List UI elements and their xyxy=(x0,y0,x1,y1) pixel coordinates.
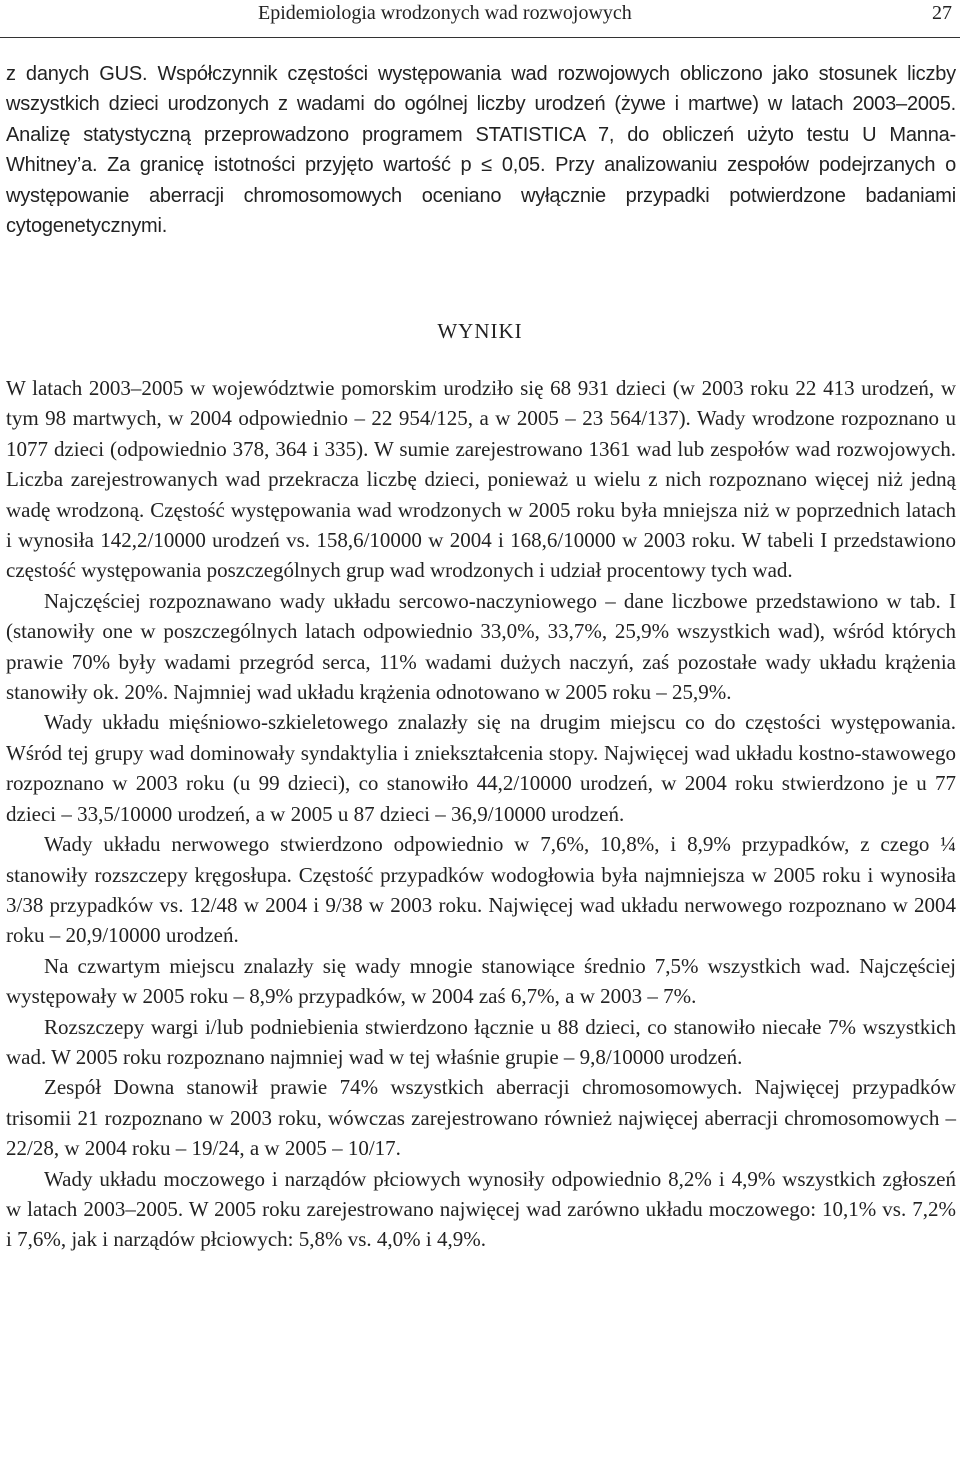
methods-section xyxy=(6,59,956,241)
section-heading-results: WYNIKI xyxy=(437,319,523,343)
results-paragraph-2: Najczęściej rozpoznawano wady układu sercowo-naczyniowego – dane liczbowe przedstawiono w tab. I (stanowiły one w poszczególnych latach odpowiednio 33,0%, 33,7%, 25,9% wszystkich wad), wśród których prawie 70% były wadami przegród serca, 11% wadami dużych naczyń, zaś pozostałe wady układu krążenia stanowiły ok. 20%. Najmniej wad układu krążenia odnotowano w 2005 roku – 25,9%. xyxy=(6,588,956,705)
running-header xyxy=(0,0,960,38)
results-paragraph-4: Wady układu nerwowego stwierdzono odpowiednio w 7,6%, 10,8%, i 8,9% przypadków, z czego ¼ stanowiły rozszczepy kręgosłupa. Częstość przypadków wodogłowia była najmniejsza w 2005 roku i wynosiła 3/38 przypadków vs. 12/48 w 2004 i 9/38 w 2003 roku. Najwięcej wad układu nerwowego rozpoznano w 2004 roku – 20,9/10000 urodzeń. xyxy=(6,832,956,948)
running-title: Epidemiologia wrodzonych wad rozwojowych xyxy=(258,2,632,24)
results-paragraph-3: Wady układu mięśniowo-szkieletowego znalazły się na drugim miejscu co do częstości występowania. Wśród tej grupy wad dominowały syndaktylia i zniekształcenia stopy. Najwięcej wad układu kostno-stawowego rozpoznano w 2003 roku (u 99 dzieci), co stanowiło 44,2/10000 urodzeń, w 2004 roku stwierdzono je u 77 dzieci – 33,5/10000 urodzeń, a w 2005 u 87 dzieci – 36,9/10000 urodzeń. xyxy=(6,710,956,826)
results-paragraph-1: W latach 2003–2005 w województwie pomorskim urodziło się 68 931 dzieci (w 2003 roku 22 413 urodzeń, w tym 98 martwych, w 2004 odpowiednio – 22 954/125, a w 2005 – 23 564/137). Wady wrodzone rozpoznano u 1077 dzieci (odpowiednio 378, 364 i 335). W sumie zarejestrowano 1361 wad lub zespołów wad rozwojowych. Liczba zarejestrowanych wad przekracza liczbę dzieci, ponieważ u wielu z nich rozpoznano więcej niż jedną wadę wrodzoną. Częstość występowania wad wrodzonych w 2005 roku była mniejsza niż w poprzednich latach i wynosiła 142,2/10000 urodzeń vs. 158,6/10000 w 2004 i 168,6/10000 w 2003 roku. W tabeli I przedstawiono częstość występowania poszczególnych grup wad wrodzonych i udział procentowy tych wad. xyxy=(6,376,956,583)
results-section xyxy=(6,373,956,1255)
header-rule xyxy=(0,37,960,38)
results-paragraph-7: Zespół Downa stanowił prawie 74% wszystkich aberracji chromosomowych. Najwięcej przypadków trisomii 21 rozpoznano w 2003 roku, wówczas zarejestrowano również najwięcej aberracji chromosomowych – 22/28, w 2004 roku – 19/24, a w 2005 – 10/17. xyxy=(6,1075,956,1161)
page-number: 27 xyxy=(932,2,952,24)
results-paragraph-8: Wady układu moczowego i narządów płciowych wynosiły odpowiednio 8,2% i 4,9% wszystkich zgłoszeń w latach 2003–2005. W 2005 roku zarejestrowano najwięcej wad zarówno układu moczowego: 10,1% vs. 7,2% i 7,6%, jak i narządów płciowych: 5,8% vs. 4,0% i 4,9%. xyxy=(6,1166,956,1252)
results-paragraph-5: Na czwartym miejscu znalazły się wady mnogie stanowiące średnio 7,5% wszystkich wad. Najczęściej występowały w 2005 roku – 8,9% przypadków, w 2004 zaś 6,7%, a w 2003 – 7%. xyxy=(6,953,956,1009)
results-paragraph-6: Rozszczepy wargi i/lub podniebienia stwierdzono łącznie u 88 dzieci, co stanowiło niecałe 7% wszystkich wad. W 2005 roku rozpoznano najmniej wad w tej właśnie grupie – 9,8/10000 urodzeń. xyxy=(6,1014,956,1069)
methods-paragraph: z danych GUS. Współczynnik częstości występowania wad rozwojowych obliczono jako stosunek liczby wszystkich dzieci urodzonych z wadami do ogólnej liczby urodzeń (żywe i martwe) w latach 2003–2005. Analizę statystyczną przeprowadzono programem STATISTICA 7, do obliczeń użyto testu U Manna-Whitney’a. Za granicę istotności przyjęto wartość p ≤ 0,05. Przy analizowaniu zespołów podejrzanych o występowanie aberracji chromosomowych oceniano wyłącznie przypadki potwierdzone badaniami cytogenetycznymi. xyxy=(6,63,956,238)
